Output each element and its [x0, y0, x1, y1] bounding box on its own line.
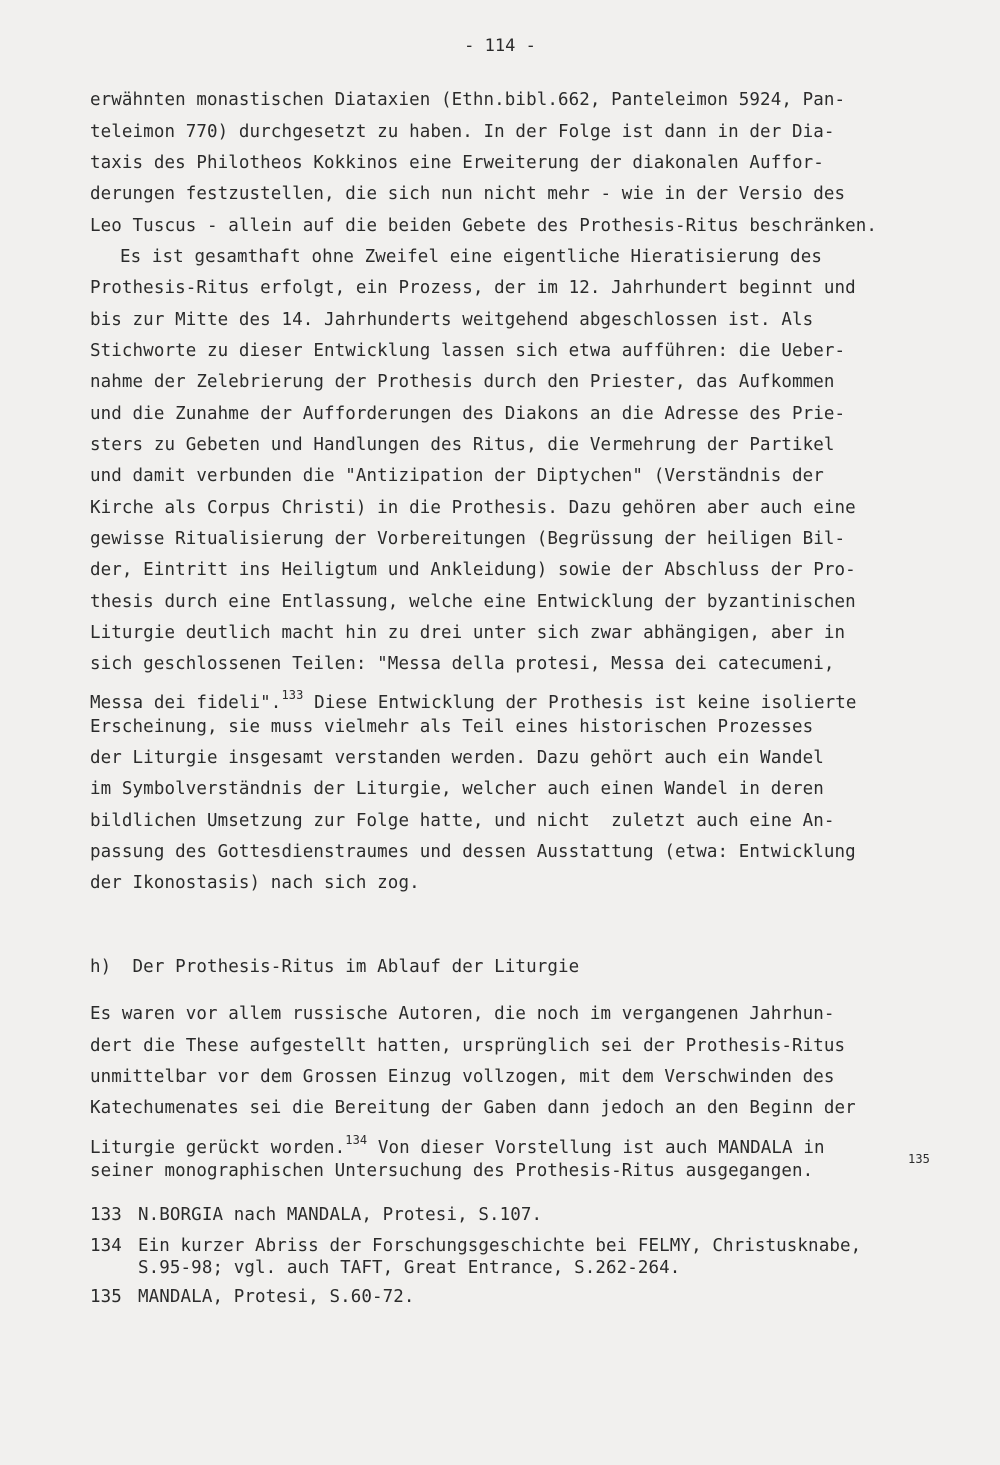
body-text: Messa dei fideli".: [90, 693, 282, 713]
body-line: Prothesis-Ritus erfolgt, ein Prozess, der im 12. Jahrhundert beginnt und: [90, 278, 856, 298]
body-line: thesis durch eine Entlassung, welche eine Entwicklung der byzantinischen: [90, 592, 856, 612]
body-line: sters zu Gebeten und Handlungen des Ritus, die Vermehrung der Partikel: [90, 435, 835, 455]
footnote-number: 134: [90, 1236, 122, 1256]
body-line: Stichworte zu dieser Entwicklung lassen sich etwa aufführen: die Ueber-: [90, 341, 846, 361]
body-line: sich geschlossenen Teilen: "Messa della protesi, Messa dei catecumeni,: [90, 654, 835, 674]
body-line: und die Zunahme der Aufforderungen des Diakons an die Adresse des Prie-: [90, 404, 846, 424]
footnote: [90, 1285, 930, 1309]
body-line: [90, 1152, 930, 1183]
body-line: teleimon 770) durchgesetzt zu haben. In der Folge ist dann in der Dia-: [90, 122, 835, 142]
body-line: Es ist gesamthaft ohne Zweifel eine eigentliche Hieratisierung des: [120, 247, 822, 267]
body-line: [90, 683, 930, 715]
body-line: gewisse Ritualisierung der Vorbereitungen (Begrüssung der heiligen Bil-: [90, 529, 846, 549]
body-line: Leo Tuscus - allein auf die beiden Gebete des Prothesis-Ritus beschränken.: [90, 216, 878, 236]
footnote-number: 135: [90, 1287, 122, 1307]
body-line: taxis des Philotheos Kokkinos eine Erweiterung der diakonalen Auffor-: [90, 153, 824, 173]
footnote-mark: 135: [908, 1152, 930, 1166]
footnote-text: MANDALA, Protesi, S.60-72.: [138, 1287, 415, 1307]
body-line: bis zur Mitte des 14. Jahrhunderts weitgehend abgeschlossen ist. Als: [90, 310, 814, 330]
body-text: seiner monographischen Untersuchung des Prothesis-Ritus ausgegangen.: [90, 1161, 814, 1181]
footnote-mark: 133: [281, 688, 304, 702]
body-line: Erscheinung, sie muss vielmehr als Teil eines historischen Prozesses: [90, 717, 814, 737]
footnote-mark: 134: [345, 1133, 368, 1147]
body-line: der Ikonostasis) nach sich zog.: [90, 873, 420, 893]
footnote-text: Ein kurzer Abriss der Forschungsgeschichte bei FELMY, Christusknabe,: [138, 1236, 862, 1256]
body-line: dert die These aufgestellt hatten, ursprünglich sei der Prothesis-Ritus: [90, 1036, 846, 1056]
body-line: im Symbolverständnis der Liturgie, welcher auch einen Wandel in deren: [90, 779, 824, 799]
body-line: bildlichen Umsetzung zur Folge hatte, und nicht zuletzt auch eine An-: [90, 811, 835, 831]
body-line: erwähnten monastischen Diataxien (Ethn.bibl.662, Panteleimon 5924, Pan-: [90, 90, 846, 110]
body-line: der Liturgie insgesamt verstanden werden. Dazu gehört auch ein Wandel: [90, 748, 824, 768]
body-line: Katechumenates sei die Bereitung der Gaben dann jedoch an den Beginn der: [90, 1098, 856, 1118]
body-line: unmittelbar vor dem Grossen Einzug vollzogen, mit dem Verschwinden des: [90, 1067, 835, 1087]
body-line: derungen festzustellen, die sich nun nicht mehr - wie in der Versio des: [90, 184, 846, 204]
body-line: nahme der Zelebrierung der Prothesis durch den Priester, das Aufkommen: [90, 372, 835, 392]
body-line: passung des Gottesdienstraumes und dessen Ausstattung (etwa: Entwicklung: [90, 842, 856, 862]
footnote: [90, 1203, 930, 1227]
footnote: [90, 1234, 930, 1258]
body-line: [90, 1128, 930, 1160]
body-line: Es waren vor allem russische Autoren, die noch im vergangenen Jahrhun-: [90, 1004, 835, 1024]
footnote-number: 133: [90, 1205, 122, 1225]
body-line: Kirche als Corpus Christi) in die Prothesis. Dazu gehören aber auch eine: [90, 498, 856, 518]
section-heading: h) Der Prothesis-Ritus im Ablauf der Liturgie: [90, 957, 580, 977]
body-line: der, Eintritt ins Heiligtum und Ankleidung) sowie der Abschluss der Pro-: [90, 560, 856, 580]
page-number: - 114 -: [464, 36, 536, 56]
body-text: Diese Entwicklung der Prothesis ist keine isolierte: [303, 693, 857, 713]
footnote-text: N.BORGIA nach MANDALA, Protesi, S.107.: [138, 1205, 543, 1225]
body-text: Von dieser Vorstellung ist auch MANDALA in: [367, 1138, 825, 1158]
body-line: und damit verbunden die "Antizipation der Diptychen" (Verständnis der: [90, 466, 824, 486]
body-text: Liturgie gerückt worden.: [90, 1138, 346, 1158]
footnote-continuation: S.95-98; vgl. auch TAFT, Great Entrance, S.262-264.: [138, 1258, 681, 1278]
body-line: Liturgie deutlich macht hin zu drei unter sich zwar abhängigen, aber in: [90, 623, 846, 643]
